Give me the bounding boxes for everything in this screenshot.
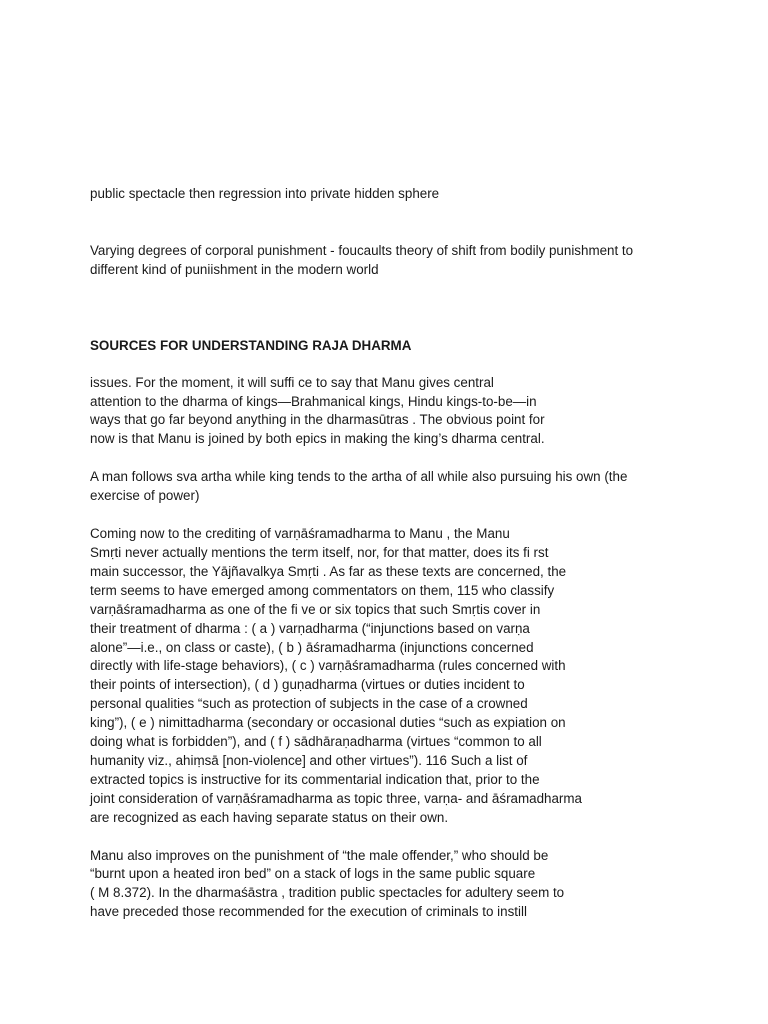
- paragraph-issues: [90, 374, 700, 450]
- text-line: different kind of puniishment in the modern world: [90, 261, 379, 277]
- heading-text: SOURCES FOR UNDERSTANDING RAJA DHARMA: [90, 337, 412, 353]
- document-page: [90, 185, 700, 922]
- text-line: doing what is forbidden”), and ( f ) sādhāraṇadharma (virtues “common to all: [90, 734, 542, 750]
- text-line: alone”—i.e., on class or caste), ( b ) āśramadharma (injunctions concerned: [90, 639, 534, 655]
- text-line: their points of intersection), ( d ) guṇadharma (virtues or duties incident to: [90, 677, 525, 693]
- text-line: extracted topics is instructive for its commentarial indication that, prior to the: [90, 771, 540, 787]
- paragraph-spectacle: [90, 185, 700, 204]
- text-line: issues. For the moment, it will suffi ce to say that Manu gives central: [90, 374, 494, 390]
- text-line: varṇāśramadharma as one of the fi ve or six topics that such Smṛtis cover in: [90, 601, 541, 617]
- text-line: Coming now to the crediting of varṇāśramadharma to Manu , the Manu: [90, 526, 510, 542]
- text-line: A man follows sva artha while king tends to the artha of all while also pursuing his own (the: [90, 469, 628, 485]
- text-line: ( M 8.372). In the dharmaśāstra , tradition public spectacles for adultery seem to: [90, 885, 565, 901]
- text-line: king”), ( e ) nimittadharma (secondary or occasional duties “such as expiation on: [90, 715, 566, 731]
- text-line: term seems to have emerged among commentators on them, 115 who classify: [90, 582, 555, 598]
- text-line: joint consideration of varṇāśramadharma as topic three, varṇa- and āśramadharma: [90, 790, 582, 806]
- paragraph-manu-punishment: [90, 847, 700, 923]
- text-line: public spectacle then regression into private hidden sphere: [90, 186, 440, 201]
- text-line: exercise of power): [90, 488, 200, 504]
- text-line: Varying degrees of corporal punishment - foucaults theory of shift from bodily punishment to: [90, 242, 634, 258]
- paragraph-varnasramadharma: [90, 525, 700, 828]
- paragraph-corporal-punishment: [90, 242, 700, 280]
- text-line: have preceded those recommended for the execution of criminals to instill: [90, 904, 527, 920]
- section-heading: [90, 337, 700, 356]
- text-line: personal qualities “such as protection of subjects in the case of a crowned: [90, 696, 528, 712]
- text-line: main successor, the Yājñavalkya Smṛti . As far as these texts are concerned, the: [90, 563, 567, 579]
- text-line: Smṛti never actually mentions the term itself, nor, for that matter, does its fi rst: [90, 544, 549, 560]
- text-line: now is that Manu is joined by both epics in making the king’s dharma central.: [90, 431, 545, 447]
- text-line: “burnt upon a heated iron bed” on a stack of logs in the same public square: [90, 866, 536, 882]
- text-line: ways that go far beyond anything in the dharmasūtras . The obvious point for: [90, 412, 545, 428]
- text-line: their treatment of dharma : ( a ) varṇadharma (“injunctions based on varṇa: [90, 620, 530, 636]
- text-line: directly with life-stage behaviors), ( c ) varṇāśramadharma (rules concerned with: [90, 658, 566, 674]
- paragraph-sva-artha: [90, 468, 700, 506]
- text-line: attention to the dharma of kings—Brahmanical kings, Hindu kings-to-be—in: [90, 393, 537, 409]
- text-line: Manu also improves on the punishment of “the male offender,” who should be: [90, 847, 549, 863]
- text-line: humanity viz., ahiṃsā [non-violence] and other virtues”). 116 Such a list of: [90, 752, 528, 768]
- text-line: are recognized as each having separate status on their own.: [90, 809, 449, 825]
